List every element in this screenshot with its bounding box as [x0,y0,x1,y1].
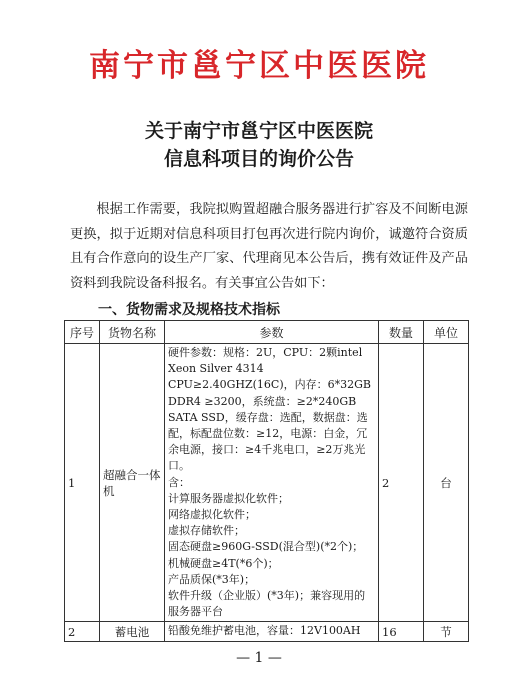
row-no: 1 [65,344,100,622]
param-line: 软件升级（企业版）(*3年)；兼容现用的服务器平台 [168,589,366,619]
header-unit: 单位 [424,321,469,344]
requirements-table [64,320,469,642]
row-params [165,344,379,622]
title-line-2: 信息科项目的询价公告 [163,148,354,170]
param-line: 机械硬盘≥4T(*6个)； [168,556,279,570]
table-header-row [65,321,469,344]
section-heading-1: 一、货物需求及规格技术指标 [98,302,280,318]
param-line: 虚拟存储软件； [168,524,245,538]
param-line: 网络虚拟化软件； [168,508,256,522]
row-name: 蓄电池 [100,622,165,641]
row-name: 超融合一体机 [100,344,165,622]
table-row [65,344,469,622]
row-unit: 节 [424,622,469,641]
header-params: 参数 [165,321,379,344]
param-line: 含： [168,475,190,489]
row-unit: 台 [424,344,469,622]
header-name: 货物名称 [100,321,165,344]
param-line: 硬件参数：规格：2U，CPU：2颗intel Xeon Silver 4314 CPU≥2.40GHZ(16C)，内存：6*32GB DDR4 ≥3200，系统盘：≥2*240GB SATA SSD，缓存盘：选配，数据盘：选配，标配盘位数：≥12，电源：白金，冗余电源，接口：≥4千兆电口，≥2万兆光口。 [168,346,371,473]
page-number: — 1 — [236,650,282,666]
header-qty: 数量 [379,321,424,344]
row-qty: 16 [379,622,424,641]
param-line: 固态硬盘≥960G-SSD(混合型)(*2个)； [168,540,364,554]
param-line: 产品质保(*3年)； [168,572,256,586]
row-no: 2 [65,622,100,641]
row-qty: 2 [379,344,424,622]
title-line-1: 关于南宁市邕宁区中医医院 [144,120,373,142]
table-row [65,622,469,641]
header-no: 序号 [65,321,100,344]
param-line: 铅酸免维护蓄电池，容量：12V100AH [168,624,361,638]
intro-paragraph: 根据工作需要，我院拟购置超融合服务器进行扩容及不间断电源更换，拟于近期对信息科项目打包再次进行院内询价，诚邀符合资质且有合作意向的设生产厂家、代理商见本公告后，携有效证件及产品资料到我院设备科报名。有关事宜公告如下： [70,202,468,291]
org-header: 南宁市邕宁区中医医院 [89,48,429,84]
row-params [165,622,379,641]
document-title [0,117,518,173]
param-line: 计算服务器虚拟化软件； [168,491,289,505]
